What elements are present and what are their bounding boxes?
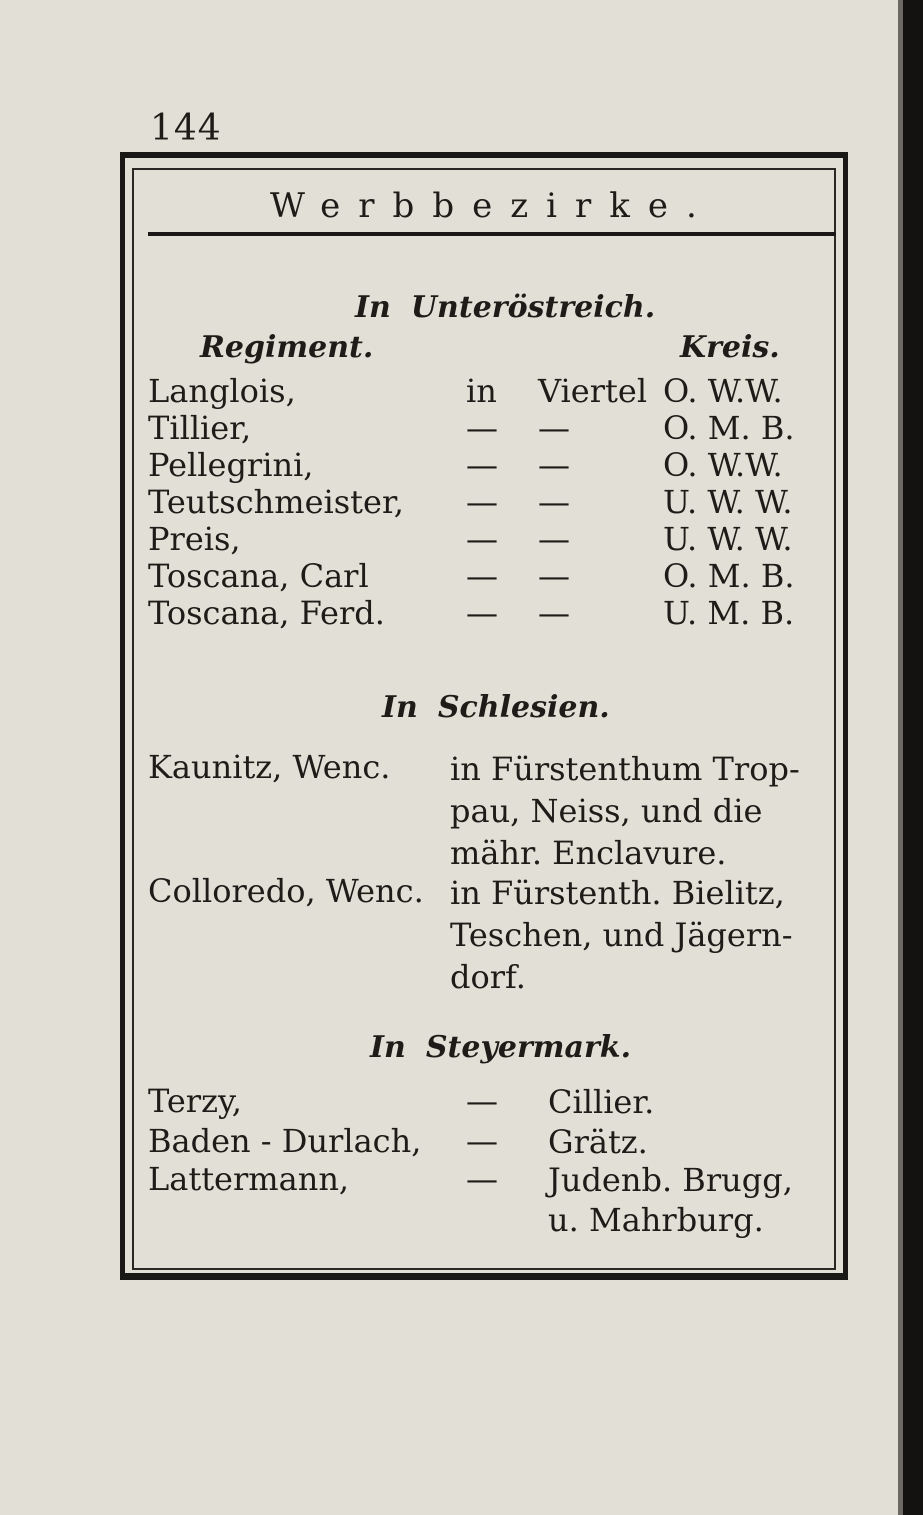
section-place: Steyermark. (425, 1030, 632, 1065)
viertel-cell: — (538, 483, 570, 521)
kreis-cell: O. M. B. (663, 409, 795, 447)
place-line: u. Mahrburg. (548, 1201, 764, 1239)
regiment-name: Teutschmeister, (148, 483, 404, 521)
binding-edge (903, 0, 923, 1515)
table-row (148, 372, 833, 410)
description-line: in Fürstenthum Trop- (450, 750, 800, 788)
description-line: dorf. (450, 958, 526, 996)
kreis-cell: O. M. B. (663, 557, 795, 595)
section-prep: In (370, 1030, 406, 1065)
column-header-regiment: Regiment. (200, 330, 374, 365)
table-row (148, 409, 833, 447)
kreis-cell: O. W.W. (663, 446, 783, 484)
description-line: mähr. Enclavure. (450, 834, 727, 872)
regiment-name: Colloredo, Wenc. (148, 872, 424, 910)
section-place: Schlesien. (437, 690, 610, 725)
in-cell: — (466, 446, 498, 484)
regiment-name: Pellegrini, (148, 446, 314, 484)
column-header-kreis: Kreis. (680, 330, 780, 365)
section-title-unteroestreich (355, 290, 655, 325)
kreis-cell: O. W.W. (663, 372, 783, 410)
description-line: in Fürstenth. Bielitz, (450, 874, 785, 912)
regiment-name: Terzy, (148, 1082, 242, 1120)
viertel-cell: — (538, 557, 570, 595)
table-row (148, 594, 833, 632)
district-place (548, 1122, 648, 1162)
table-row (148, 520, 833, 558)
dash-cell: — (466, 1082, 498, 1120)
place-line: Cillier. (548, 1083, 655, 1121)
viertel-cell: — (538, 446, 570, 484)
kreis-cell: U. W. W. (663, 520, 793, 558)
district-description (450, 872, 830, 998)
viertel-cell: Viertel (538, 372, 648, 410)
section-prep: In (382, 690, 418, 725)
in-cell: — (466, 594, 498, 632)
viertel-cell: — (538, 520, 570, 558)
regiment-name: Tillier, (148, 409, 252, 447)
description-line: pau, Neiss, und die (450, 792, 763, 830)
in-cell: — (466, 557, 498, 595)
dash-cell: — (466, 1122, 498, 1160)
dash-cell: — (466, 1160, 498, 1198)
regiment-name: Preis, (148, 520, 241, 558)
in-cell: in (466, 372, 497, 410)
regiment-name: Langlois, (148, 372, 296, 410)
table-row (148, 557, 833, 595)
kreis-cell: U. M. B. (663, 594, 795, 632)
header-rule (148, 232, 836, 236)
section-place: Unteröstreich. (410, 290, 656, 325)
description-line: Teschen, und Jägern- (450, 916, 793, 954)
table-title: Werbbezirke. (270, 186, 715, 226)
place-line: Grätz. (548, 1123, 648, 1161)
place-line: Judenb. Brugg, (548, 1161, 793, 1199)
table-row (148, 483, 833, 521)
section-title-steyermark (370, 1030, 631, 1065)
in-cell: — (466, 483, 498, 521)
regiment-name: Lattermann, (148, 1160, 350, 1198)
section-title-schlesien (382, 690, 610, 725)
district-place (548, 1082, 654, 1122)
page-number: 144 (150, 108, 222, 149)
regiment-name: Toscana, Carl (148, 557, 369, 595)
district-place (548, 1160, 793, 1240)
in-cell: — (466, 520, 498, 558)
regiment-name: Toscana, Ferd. (148, 594, 385, 632)
table-row (148, 446, 833, 484)
regiment-name: Baden - Durlach, (148, 1122, 422, 1160)
district-description (450, 748, 830, 874)
in-cell: — (466, 409, 498, 447)
kreis-cell: U. W. W. (663, 483, 793, 521)
viertel-cell: — (538, 594, 570, 632)
section-prep: In (355, 290, 391, 325)
regiment-name: Kaunitz, Wenc. (148, 748, 391, 786)
viertel-cell: — (538, 409, 570, 447)
